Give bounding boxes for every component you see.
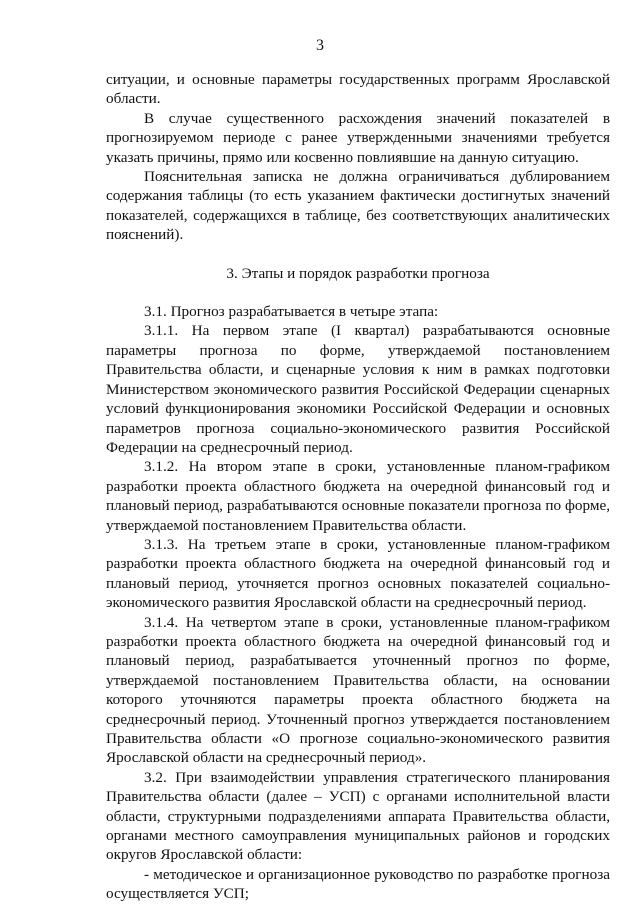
document-body (106, 70, 610, 904)
section-heading: 3. Этапы и порядок разработки прогноза (226, 264, 490, 282)
page-number: 3 (316, 37, 324, 54)
paragraph-explanatory-note: Пояснительная записка не должна ограничиваться дублированием содержания таблицы (то есть указанием фактически достигнутых значений показателей, содержащихся в таблице, без соответствующих аналитических пояснений). (106, 168, 610, 244)
paragraph-3-1: 3.1. Прогноз разрабатывается в четыре этапа: (144, 303, 439, 321)
paragraph-continuation: ситуации, и основные параметры государственных программ Ярославской области. (106, 71, 610, 108)
paragraph-3-1-3: 3.1.3. На третьем этапе в сроки, установленные планом-графиком разработки проекта областного бюджета на очередной финансовый год и плановый период, уточняется прогноз основных показателей социально-экономического развития Ярославской области на среднесрочный период. (106, 535, 610, 612)
paragraph-3-1-1: 3.1.1. На первом этапе (I квартал) разрабатываются основные параметры прогноза по форме, утверждаемой постановлением Правительства области, и сценарные условия к ним в рамках подготовки Министерством экономического развития Российской Федерации сценарных условий функционирования экономики Российской Федерации и основных параметров прогноза социально-экономического развития Российской Федерации на среднесрочный период. (106, 322, 610, 456)
paragraph-3-1-4: 3.1.4. На четвертом этапе в сроки, установленные планом-графиком разработки проекта областного бюджета на очередной финансовый год и плановый период, разрабатывается уточненный прогноз по форме, утверждаемой постановлением Правительства области, на основании которого уточняются параметры проекта областного бюджета на среднесрочный период. Уточненный прогноз утверждается постановлением Правительства области «О прогнозе социально-экономического развития Ярославской области на среднесрочный период». (106, 613, 610, 767)
list-item-methodical-guidance: - методическое и организационное руководство по разработке прогноза осуществляется УСП; (106, 865, 610, 903)
paragraph-3-2: 3.2. При взаимодействии управления стратегического планирования Правительства области (далее – УСП) с органами исполнительной власти области, структурными подразделениями аппарата Правительства области, органами местного самоуправления муниципальных районов и городских округов Ярославской области: (106, 768, 610, 864)
paragraph-discrepancy: В случае существенного расхождения значений показателей в прогнозируемом периоде с ранее утвержденными значениями требуется указать причины, прямо или косвенно повлиявшие на данную ситуацию. (106, 109, 610, 166)
paragraph-3-1-2: 3.1.2. На втором этапе в сроки, установленные планом-графиком разработки проекта областного бюджета на очередной финансовый год и плановый период, разрабатываются основные показатели прогноза по форме, утверждаемой постановлением Правительства области. (106, 458, 610, 534)
